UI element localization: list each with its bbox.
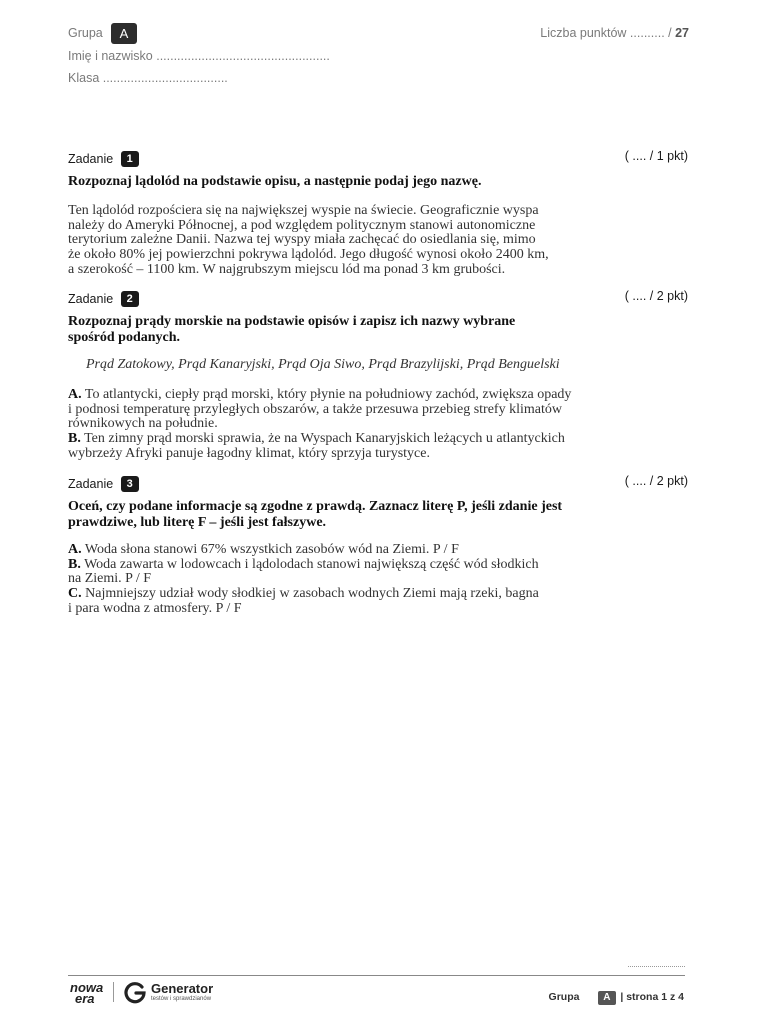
item-line: równikowych na południe. xyxy=(68,416,218,432)
item-letter: A. xyxy=(68,542,82,557)
generator-brand xyxy=(151,981,213,1002)
item-text: To atlantycki, ciepły prąd morski, który płynie na południowy zachód, zwiększa opady xyxy=(84,387,572,402)
generator-icon xyxy=(123,980,147,1004)
points-total: 27 xyxy=(675,26,689,40)
task-2-points: ( .... / 2 pkt) xyxy=(624,289,688,303)
item-line: wybrzeży Afryki panuje łagodny klimat, który sprzyja turystyce. xyxy=(68,445,430,461)
task-3-header xyxy=(68,475,139,493)
task-1-header xyxy=(68,150,139,168)
footer-page-info xyxy=(549,987,684,1005)
item-text: Woda słona stanowi 67% wszystkich zasobów wód na Ziemi. P / F xyxy=(84,542,459,557)
task-3-items xyxy=(68,543,688,617)
logo-divider xyxy=(113,982,114,1002)
item-letter: A. xyxy=(68,387,82,402)
footer-group-value: A xyxy=(598,991,616,1005)
task-2-header xyxy=(68,290,139,308)
task-label: Zadanie xyxy=(68,152,114,166)
footer-divider xyxy=(68,975,685,976)
item-line xyxy=(68,543,688,558)
question-line: spośród podanych. xyxy=(68,329,181,345)
task-2-options: Prąd Zatokowy, Prąd Kanaryjski, Prąd Oja Siwo, Prąd Brazylijski, Prąd Benguelski xyxy=(86,357,560,372)
question-line: prawdziwe, lub literę F – jeśli jest fałszywe. xyxy=(68,514,327,530)
text-line: Ten lądolód rozpościera się na największej wyspie na świecie. Geograficznie wyspa xyxy=(68,203,539,218)
nowa-era-logo xyxy=(70,982,103,1004)
item-line xyxy=(68,432,688,447)
item-text: Najmniejszy udział wody słodkiej w zasobach wodnych Ziemi mają rzeki, bagna xyxy=(85,586,539,602)
logo-line-2: era xyxy=(75,991,95,1006)
item-line: i podnosi temperaturę przyległych obszarów, a także przesuwa przebieg strefy klimatów xyxy=(68,401,562,417)
task-1-text xyxy=(68,204,688,278)
footer-page-number: | strona 1 z 4 xyxy=(620,991,684,1003)
text-line: terytorium zależne Danii. Nazwa tej wyspy miała zachęcać do osiedlania się, mimo xyxy=(68,232,536,248)
group-value: A xyxy=(111,23,137,44)
generator-title: Generator xyxy=(151,981,214,996)
question-line: Oceń, czy podane informacje są zgodne z prawdą. Zaznacz literę P, jeśli zdanie jest xyxy=(68,499,563,514)
group-label: Grupa xyxy=(68,26,103,40)
task-label: Zadanie xyxy=(68,477,114,491)
task-3-points: ( .... / 2 pkt) xyxy=(624,474,688,488)
item-line: i para wodna z atmosfery. P / F xyxy=(68,600,242,616)
item-line xyxy=(68,587,688,602)
item-letter: B. xyxy=(68,431,81,447)
text-line: a szerokość – 1100 km. W najgrubszym miejscu lód ma ponad 3 km grubości. xyxy=(68,261,506,277)
name-line: Imię i nazwisko .................................................. xyxy=(68,49,330,63)
task-1-points: ( .... / 1 pkt) xyxy=(624,149,688,163)
task-2-items xyxy=(68,388,688,462)
page-marker-line xyxy=(628,966,685,967)
task-number: 2 xyxy=(121,291,139,307)
item-letter: C. xyxy=(68,586,82,602)
task-3-question xyxy=(68,499,688,530)
task-2-question xyxy=(68,314,688,345)
item-letter: B. xyxy=(68,556,81,572)
task-number: 1 xyxy=(121,151,139,167)
task-1-question: Rozpoznaj lądolód na podstawie opisu, a następnie podaj jego nazwę. xyxy=(68,174,482,189)
generator-subtitle: testów i sprawdzianów xyxy=(151,996,212,1002)
text-line: że około 80% jej powierzchni pokrywa lądolód. Jego długość wynosi około 2400 km, xyxy=(68,247,549,263)
text-line: należy do Ameryki Północnej, a pod względem politycznym stanowi autonomiczne xyxy=(68,217,536,233)
item-text: Woda zawarta w lodowcach i lądolodach stanowi największą część wód słodkich xyxy=(84,556,539,572)
group-badge xyxy=(111,23,137,44)
item-line: na Ziemi. P / F xyxy=(68,571,152,587)
points-summary xyxy=(540,26,689,40)
footer-group-label: Grupa xyxy=(548,991,580,1003)
task-label: Zadanie xyxy=(68,292,114,306)
question-line: Rozpoznaj prądy morskie na podstawie opisów i zapisz ich nazwy wybrane xyxy=(68,314,516,329)
points-label: Liczba punktów .......... / xyxy=(540,26,672,40)
class-line: Klasa .................................... xyxy=(68,71,228,85)
task-number: 3 xyxy=(121,476,139,492)
item-text: Ten zimny prąd morski sprawia, że na Wyspach Kanaryjskich leżących u atlantyckich xyxy=(84,431,565,447)
item-line xyxy=(68,558,688,573)
item-line xyxy=(68,388,688,403)
logo-line-1: nowa xyxy=(70,980,104,995)
